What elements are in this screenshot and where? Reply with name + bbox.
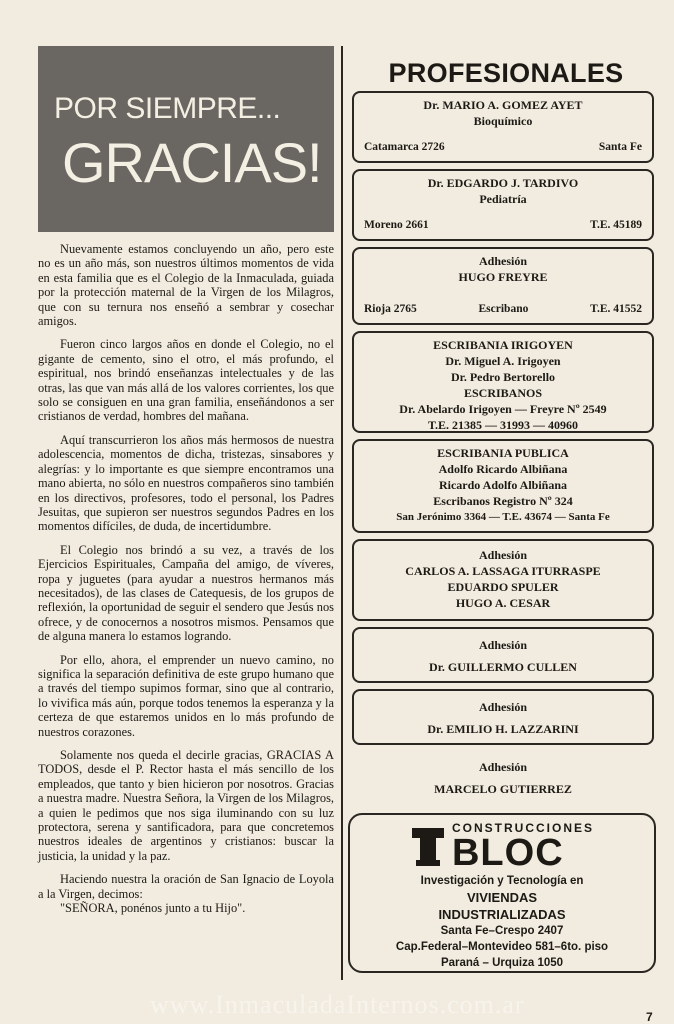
card-address: Moreno 2661 bbox=[364, 219, 429, 231]
card-profession: Escribano bbox=[478, 303, 529, 315]
card-line: HUGO A. CESAR bbox=[455, 596, 551, 610]
professional-card bbox=[352, 439, 654, 533]
card-line: Dr. Miguel A. Irigoyen bbox=[445, 354, 561, 368]
card-name: Dr. MARIO A. GOMEZ AYET bbox=[423, 98, 583, 112]
card-line: ESCRIBANIA IRIGOYEN bbox=[433, 338, 573, 352]
card-address: Rioja 2765 bbox=[364, 303, 417, 315]
article-paragraph: Fueron cinco largos años en donde el Colegio, no el gigante de cemento, sino el otro, el más profundo, el espiritual, nos brindó enseñanzas intelectuales y de las otras, las que van más allá de los valores corrientes, los que solo se consiguen en una gran familia, enseñándonos a ser cristianos de verdad, hombres del mañana. bbox=[38, 337, 334, 424]
article-paragraph: El Colegio nos brindó a su vez, a través de los Ejercicios Espirituales, Campaña del amigo, de víveres, ropa y juguetes (para ayudar a nuestros hermanos más necesitados), de las clases de Catequesis, de los grupos de reflexión, la oportunidad de seguir el sendero que Jesús nos ofrece, y de conocernos a nosotros mismos. Pensamos que de alguna manera lo estamos logrando. bbox=[38, 542, 334, 644]
card-adhesion: Adhesión bbox=[478, 254, 528, 268]
professional-card bbox=[352, 751, 654, 807]
card-line: Ricardo Adolfo Albiñana bbox=[438, 478, 568, 492]
bloc-advertisement bbox=[348, 813, 656, 973]
professional-card bbox=[352, 169, 654, 241]
card-line: Adolfo Ricardo Albiñana bbox=[438, 462, 568, 476]
site-watermark: www.InmaculadaInternos.com.ar bbox=[150, 990, 525, 1019]
article-paragraph: Solamente nos queda el decirle gracias, GRACIAS A TODOS, desde el P. Rector hasta el más sencillo de los empleados, que tanto y bien hicieron por nosotros. Gracias a nuestra madre. Nuestra Señora, la Virgen de los Milagros, a quien le pedimos que nos siga iluminando con su luz protectora, serena y santificadora, para que concretemos nuestros ideales de argentinos y cristianos: buscar la justicia, la unidad y la paz. bbox=[38, 748, 334, 863]
card-specialty: Pediatría bbox=[479, 192, 527, 206]
professionals-column bbox=[348, 58, 664, 973]
banner-line-2: GRACIAS! bbox=[62, 131, 322, 194]
article-paragraph: Nuevamente estamos concluyendo un año, pero este no es un año más, son nuestros últimos momentos de vida en esta familia que es el Colegio de la Inmaculada, guiada por la protección maternal de la Virgen de los Milagros, que con su ternura nos enseñó a sembrar y cosechar amigos. bbox=[38, 242, 334, 329]
article-paragraph: Haciendo nuestra la oración de San Ignacio de Loyola a la Virgen, decimos: bbox=[38, 872, 334, 901]
article-paragraph: Por ello, ahora, el emprender un nuevo camino, no significa la separación definitiva de este grupo humano que a través del tiempo supimos formar, sino que al contrario, lo vivifica más aún, porque todos tenemos la esperanza y la certeza de que estaremos unidos en lo más profundo de nuestros corazones. bbox=[38, 652, 334, 739]
banner-line-1: POR SIEMPRE... bbox=[54, 92, 281, 125]
professional-card bbox=[352, 689, 654, 745]
card-address: Catamarca 2726 bbox=[364, 141, 445, 153]
card-phone: T.E. 41552 bbox=[590, 303, 642, 315]
card-line: Dr. Pedro Bertorello bbox=[450, 370, 556, 384]
card-phone: T.E. 45189 bbox=[590, 219, 642, 231]
card-name: HUGO FREYRE bbox=[458, 270, 548, 284]
card-name: Dr. GUILLERMO CULLEN bbox=[429, 660, 577, 674]
article-column bbox=[38, 46, 334, 915]
ad-line: Investigación y Tecnología en bbox=[420, 875, 584, 887]
card-line: ESCRIBANOS bbox=[463, 386, 543, 400]
ad-line: Paraná – Urquiza 1050 bbox=[440, 957, 564, 969]
card-line: T.E. 21385 — 31993 — 40960 bbox=[427, 418, 579, 432]
article-paragraph: Aquí transcurrieron los años más hermosos de nuestra adolescencia, momentos de dicha, tristezas, sinsabores y alegrías: y lo importante es que siempre encontramos una mano abierta, no sólo en nuestros compañeros sino también en los directivos, profesores, todo el personal, los Padres Jesuitas, que supieron ser nuestros segundos Padres en los momentos difíciles, de duda, de incertidumbre. bbox=[38, 432, 334, 534]
bloc-brand-top: CONSTRUCCIONES bbox=[451, 821, 594, 835]
card-adhesion: Adhesión bbox=[478, 760, 528, 774]
ad-line: INDUSTRIALIZADAS bbox=[438, 907, 566, 922]
column-divider bbox=[341, 46, 343, 980]
professional-card bbox=[352, 627, 654, 683]
professional-card bbox=[352, 91, 654, 163]
bloc-brand-main: BLOC bbox=[451, 832, 564, 874]
card-line: CARLOS A. LASSAGA ITURRASPE bbox=[405, 564, 601, 578]
title-banner bbox=[38, 46, 334, 232]
bloc-logo bbox=[358, 821, 646, 874]
card-line: San Jerónimo 3364 — T.E. 43674 — Santa Fe bbox=[396, 511, 610, 523]
card-line: ESCRIBANIA PUBLICA bbox=[437, 446, 569, 460]
ad-line: Santa Fe–Crespo 2407 bbox=[440, 925, 564, 937]
card-name: Dr. EMILIO H. LAZZARINI bbox=[427, 722, 579, 736]
card-adhesion: Adhesión bbox=[478, 548, 528, 562]
ad-line: VIVIENDAS bbox=[466, 890, 538, 905]
card-adhesion: Adhesión bbox=[478, 638, 528, 652]
card-line: EDUARDO SPULER bbox=[447, 580, 559, 594]
card-specialty: Bioquímico bbox=[473, 114, 533, 128]
card-line: Dr. Abelardo Irigoyen — Freyre Nº 2549 bbox=[399, 402, 607, 416]
professional-card bbox=[352, 331, 654, 433]
bloc-logo-icon bbox=[410, 824, 446, 868]
card-name: MARCELO GUTIERREZ bbox=[434, 782, 572, 796]
card-name: Dr. EDGARDO J. TARDIVO bbox=[427, 176, 579, 190]
card-city: Santa Fe bbox=[598, 141, 642, 153]
card-adhesion: Adhesión bbox=[478, 700, 528, 714]
page-number: 7 bbox=[646, 1010, 653, 1024]
article-closing-quote: "SEÑORA, ponénos junto a tu Hijo". bbox=[60, 901, 246, 916]
professionals-heading: PROFESIONALES bbox=[388, 58, 624, 88]
article-body bbox=[38, 242, 334, 915]
professional-card bbox=[352, 539, 654, 621]
card-line: Escribanos Registro Nº 324 bbox=[433, 494, 573, 508]
ad-line: Cap.Federal–Montevideo 581–6to. piso bbox=[395, 941, 609, 953]
professional-card bbox=[352, 247, 654, 325]
